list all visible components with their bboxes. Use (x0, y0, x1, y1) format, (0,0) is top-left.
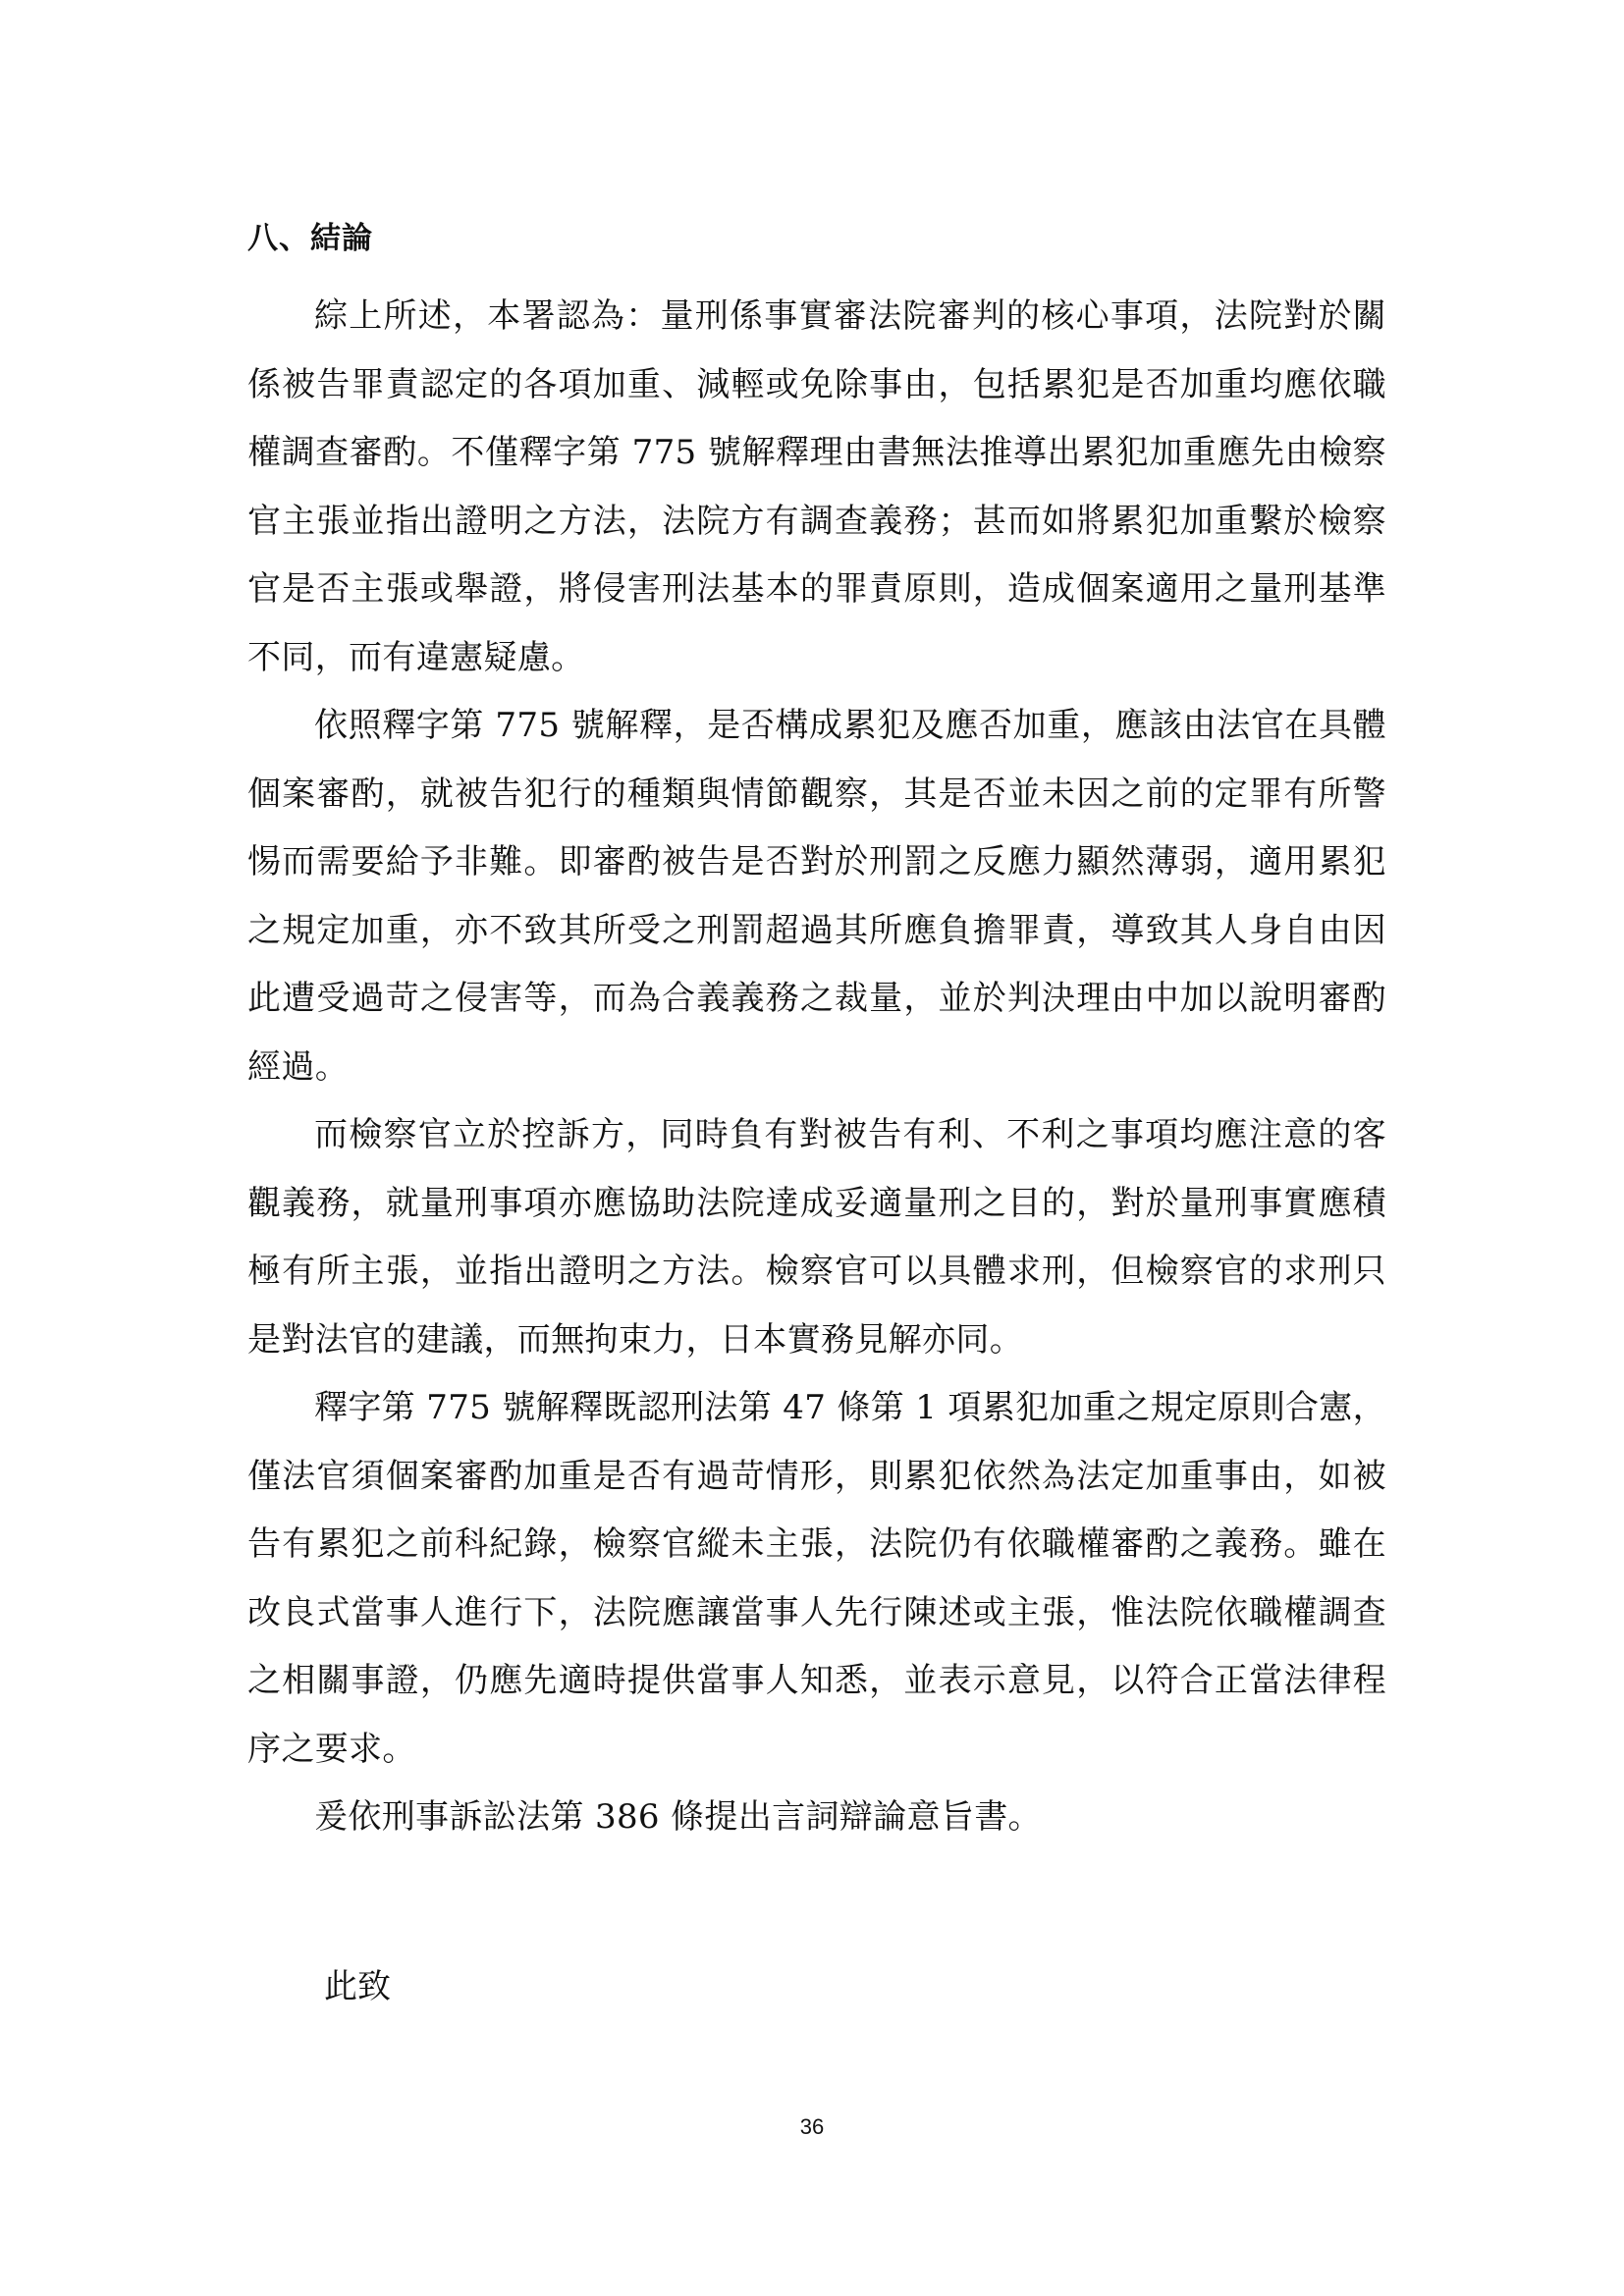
paragraph-summary: 綜上所述，本署認為：量刑係事實審法院審判的核心事項，法院對於關係被告罪責認定的各項加重、減輕或免除事由，包括累犯是否加重均應依職權調查審酌。不僅釋字第 775 號解釋理由書無法推導出累犯加重應先由檢察官主張並指出證明之方法，法院方有調查義務；甚而如將累犯加重繫於檢察官是否主張或舉證，將侵害刑法基本的罪責原則，造成個案適用之量刑基準不同，而有違憲疑慮。 (247, 296, 1386, 677)
page-number: 36 (799, 2114, 825, 2139)
closing-salutation: 此致 (324, 1967, 391, 2006)
paragraph-interpretation-775: 依照釋字第 775 號解釋，是否構成累犯及應否加重，應該由法官在具體個案審酌，就被告犯行的種類與情節觀察，其是否並未因之前的定罪有所警惕而需要給予非難。即審酌被告是否對於刑罰之反應力顯然薄弱，適用累犯之規定加重，亦不致其所受之刑罰超過其所應負擔罪責，導致其人身自由因此遭受過苛之侵害等，而為合義義務之裁量，並於判決理由中加以說明審酌經過。 (247, 706, 1386, 1087)
body-text (247, 283, 1386, 1852)
section-heading: 八、結論 (247, 221, 373, 256)
paragraph-prosecutor-duty: 而檢察官立於控訴方，同時負有對被告有利、不利之事項均應注意的客觀義務，就量刑事項亦應協助法院達成妥適量刑之目的，對於量刑事實應積極有所主張，並指出證明之方法。檢察官可以具體求刑，但檢察官的求刑只是對法官的建議，而無拘束力，日本實務見解亦同。 (247, 1115, 1386, 1360)
paragraph-submission: 爰依刑事訴訟法第 386 條提出言詞辯論意旨書。 (314, 1797, 1042, 1837)
paragraph-court-duty: 釋字第 775 號解釋既認刑法第 47 條第 1 項累犯加重之規定原則合憲，僅法官須個案審酌加重是否有過苛情形，則累犯依然為法定加重事由，如被告有累犯之前科紀錄，檢察官縱未主張，法院仍有依職權審酌之義務。雖在改良式當事人進行下，法院應讓當事人先行陳述或主張，惟法院依職權調查之相關事證，仍應先適時提供當事人知悉，並表示意見，以符合正當法律程序之要求。 (247, 1388, 1386, 1769)
